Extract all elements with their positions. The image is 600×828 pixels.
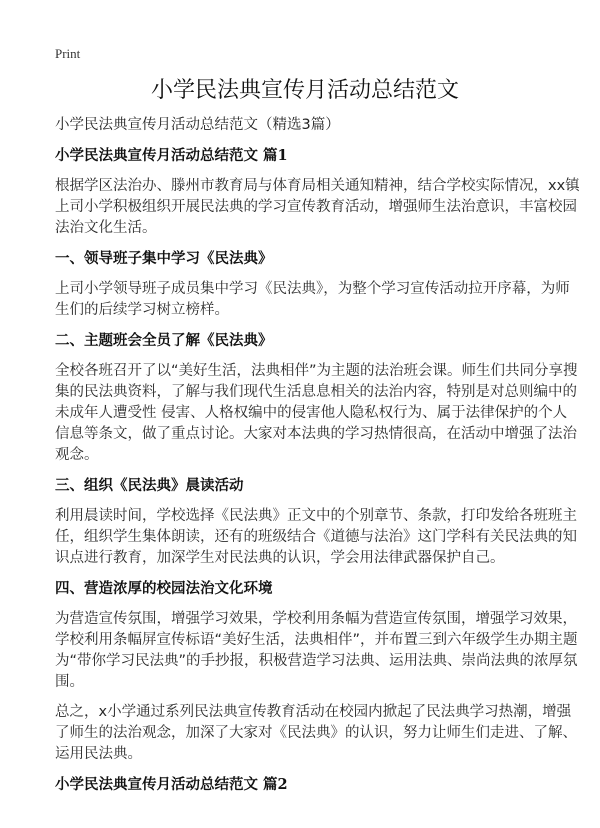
document-subtitle: 小学民法典宣传月活动总结范文（精选3篇） bbox=[55, 117, 340, 133]
paragraph-line: 观念。 bbox=[55, 447, 99, 463]
paragraph-line: 为“带你学习民法典”的手抄报，积极营造学习法典、运用法典、崇尚法典的浓厚氛 bbox=[55, 653, 578, 669]
section-heading: 四、营造浓厚的校园法治文化环境 bbox=[55, 580, 273, 597]
document-body bbox=[55, 76, 580, 805]
paragraph-line: 围。 bbox=[55, 674, 84, 690]
paragraph-line: 信息等条文，做了重点讨论。大家对本法典的学习热情很高，在活动中增强了法治 bbox=[55, 426, 577, 442]
paragraph-line: 集的民法典资料，了解与我们现代生活息息相关的法治内容，特别是对总则编中的 bbox=[55, 384, 577, 400]
paragraph-line: 识点进行教育，加深学生对民法典的认识，学会用法律武器保护自己。 bbox=[55, 550, 505, 566]
section-heading: 小学民法典宣传月活动总结范文 篇2 bbox=[55, 776, 288, 793]
paragraph-line: 为营造宣传氛围，增强学习效果，学校利用条幅为营造宣传氛围，增强学习效果， bbox=[55, 611, 577, 627]
paragraph-line: 上司小学积极组织开展民法典的学习宣传教育活动，增强师生法治意识，丰富校园 bbox=[55, 199, 577, 215]
paragraph-line: 总之，x小学通过系列民法典宣传教育活动在校园内掀起了民法典学习热潮，增强 bbox=[55, 704, 572, 720]
paragraph-line: 生们的后续学习树立榜样。 bbox=[55, 302, 229, 318]
paragraph-line: 未成年人遭受性 侵害、人格权编中的侵害他人隐私权行为、属于法律保护的个人 bbox=[55, 405, 568, 421]
page-title: 小学民法典宣传月活动总结范文 bbox=[150, 78, 459, 103]
section-heading: 二、主题班会全员了解《民法典》 bbox=[55, 332, 273, 349]
paragraph-line: 运用民法典。 bbox=[55, 746, 142, 762]
paragraph bbox=[55, 702, 577, 765]
paragraph-line: 任，组织学生集体朗读，还有的班级结合《道德与法治》这门学科有关民法典的知 bbox=[55, 529, 577, 545]
paragraph-line: 了师生的法治观念，加深了大家对《民法典》的认识，努力让师生们走进、了解、 bbox=[55, 725, 577, 741]
paragraph bbox=[55, 361, 578, 466]
paragraph-line: 法治文化生活。 bbox=[55, 220, 157, 236]
section-heading: 一、领导班子集中学习《民法典》 bbox=[55, 250, 273, 267]
print-link[interactable]: Print bbox=[55, 46, 81, 61]
paragraph-line: 上司小学领导班子成员集中学习《民法典》，为整个学习宣传活动拉开序幕，为师 bbox=[55, 281, 570, 297]
paragraph-line: 利用晨读时间，学校选择《民法典》正文中的个别章节、条款，打印发给各班班主 bbox=[55, 508, 577, 524]
document-content bbox=[55, 145, 580, 796]
paragraph bbox=[55, 609, 578, 693]
paragraph-line: 全校各班召开了以“美好生活，法典相伴”为主题的法治班会课。师生们共同分享搜 bbox=[55, 363, 578, 379]
paragraph bbox=[55, 279, 570, 321]
paragraph bbox=[55, 506, 577, 569]
section-heading: 三、组织《民法典》晨读活动 bbox=[55, 477, 244, 494]
paragraph-line: 学校利用条幅屏宣传标语“美好生活，法典相伴”，并布置三到六年级学生办期主题 bbox=[55, 632, 578, 648]
section-heading: 小学民法典宣传月活动总结范文 篇1 bbox=[55, 147, 288, 164]
paragraph-line: 根据学区法治办、滕州市教育局与体育局相关通知精神，结合学校实际情况，xx镇 bbox=[55, 178, 580, 194]
paragraph bbox=[55, 176, 580, 239]
